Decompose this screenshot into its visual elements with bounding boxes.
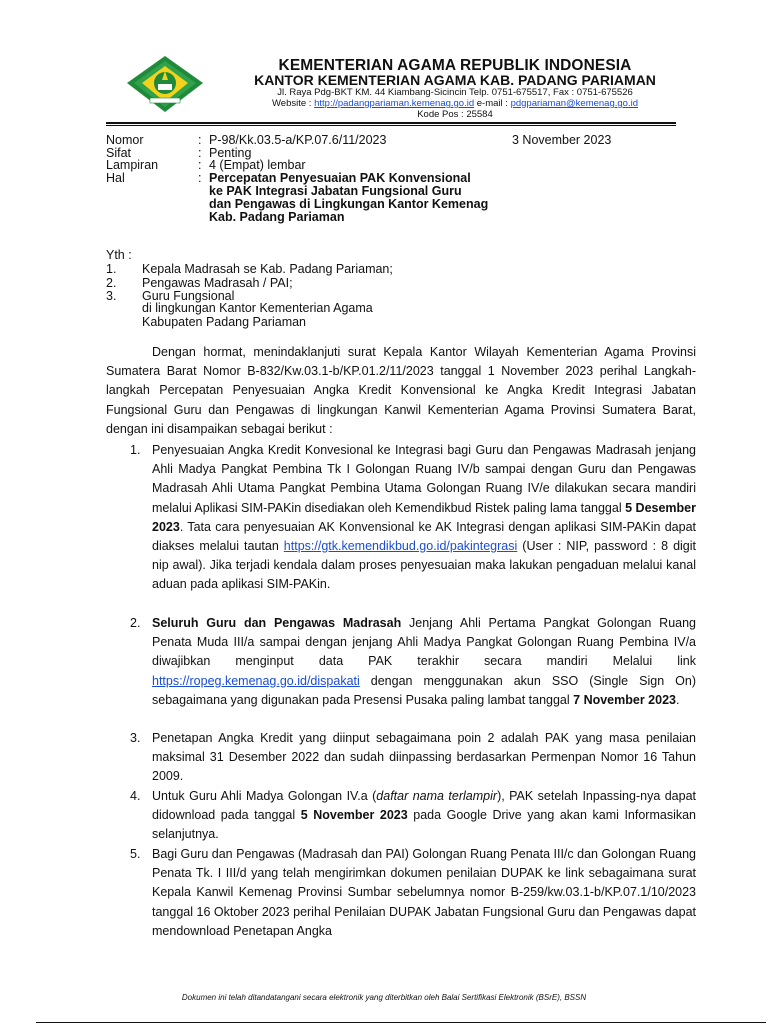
list-number: 2. xyxy=(130,616,141,630)
list-number: 1. xyxy=(130,443,141,457)
letter-date: 3 November 2023 xyxy=(512,133,612,147)
website-label: Website : xyxy=(272,98,315,109)
addressee-text: Pengawas Madrasah / PAI; xyxy=(142,276,293,290)
yth-label: Yth : xyxy=(106,248,132,262)
deadline-date: 5 November 2023 xyxy=(300,808,408,823)
sifat-colon: : xyxy=(198,146,202,160)
list-number: 5. xyxy=(130,847,141,861)
sifat-value: Penting xyxy=(209,146,252,160)
item-text: Untuk Guru Ahli Madya Golongan IV.a ( xyxy=(152,789,377,803)
item-bold-text: Seluruh Guru dan Pengawas Madrasah xyxy=(152,616,402,630)
addressee-num: 2. xyxy=(106,276,117,290)
email-label: e-mail : xyxy=(474,98,511,109)
lampiran-value: 4 (Empat) lembar xyxy=(209,158,306,172)
office-title: KANTOR KEMENTERIAN AGAMA KAB. PADANG PARIAMAN xyxy=(254,72,656,88)
hal-line: dan Pengawas di Lingkungan Kantor Kemenag xyxy=(209,197,489,211)
addressee-num: 3. xyxy=(106,289,117,303)
deadline-date: 7 November 2023 xyxy=(573,692,676,707)
kemenag-logo xyxy=(124,54,206,114)
nomor-colon: : xyxy=(198,133,202,147)
addressee-text: Kabupaten Padang Pariaman xyxy=(142,315,307,329)
nomor-value: P-98/Kk.03.5-a/KP.07.6/11/2023 xyxy=(209,133,387,147)
ministry-title: KEMENTERIAN AGAMA REPUBLIK INDONESIA xyxy=(278,57,632,74)
lampiran-label: Lampiran xyxy=(106,158,159,172)
dispakati-link[interactable]: https://ropeg.kemenag.go.id/dispakati xyxy=(152,673,360,688)
item-text: Jenjang Ahli Pertama Pangkat Golongan Ruang Penata Muda III/a sampai dengan jenjang Ahli Madya Pangkat Golongan Ruang Pembina IV/a diwajibkan menginput data PAK terakhir secara mandiri Melalui link xyxy=(152,616,696,669)
item-italic-text: daftar nama terlampir xyxy=(376,789,498,803)
list-item-1 xyxy=(152,441,696,595)
office-contact xyxy=(200,98,710,109)
item-text: ), PAK setelah Inpassing-nya dapat didownload pada tanggal xyxy=(152,789,696,823)
email-link[interactable]: pdgpariaman@kemenag.go.id xyxy=(510,98,638,109)
addressee-text: Guru Fungsional xyxy=(142,289,235,303)
deadline-date: 5 Desember 2023 xyxy=(152,500,696,534)
office-address: Jl. Raya Pdg-BKT KM. 44 Kiambang-Sicincin Telp. 0751-675517, Fax : 0751-675526 xyxy=(277,87,633,98)
addressee-num: 1. xyxy=(106,262,117,276)
nomor-label: Nomor xyxy=(106,133,144,147)
addressee-text: Kepala Madrasah se Kab. Padang Pariaman; xyxy=(142,262,393,276)
list-item-5: Bagi Guru dan Pengawas (Madrasah dan PAI) Golongan Ruang Penata III/c dan Golongan Ruang Penata Tk. I III/d yang telah mengirimkan dokumen penilaian DUPAK ke link sebagaimana surat Kepala Kanwil Kemenag Provinsi Sumbar sebelumnya nomor B-259/kw.03.1-b/KP.07.1/10/2023 tanggal 16 Oktober 2023 perihal Penilaian DUPAK Jabatan Fungsional Guru dan Pengawas dapat mendownload Penetapan Angka xyxy=(152,847,696,938)
sifat-label: Sifat xyxy=(106,146,132,160)
website-link[interactable]: http://padangpariaman.kemenag.go.id xyxy=(314,98,475,109)
item-text: . Tata cara penyesuaian AK Konvensional ke AK Integrasi dengan aplikasi SIM-PAKin dapat diakses melalui tautan xyxy=(152,519,696,554)
list-item-2 xyxy=(152,614,696,710)
footer-rule xyxy=(36,1022,766,1023)
header-rule-thin xyxy=(106,125,676,126)
hal-colon: : xyxy=(198,171,202,185)
item-text: dengan menggunakan akun SSO (Single Sign On) sebagaimana yang digunakan pada Presensi Pusaka paling lambat tanggal xyxy=(152,673,696,707)
list-number: 3. xyxy=(130,731,141,745)
item-text: (User : NIP, password : 8 digit nip awal). Jika terjadi kendala dalam proses penyesuaian maka lakukan pengaduan melalui kanal aduan pada aplikasi SIM-PAKin. xyxy=(152,539,696,592)
hal-line: ke PAK Integrasi Jabatan Fungsional Guru xyxy=(209,184,462,198)
esign-footer: Dokumen ini telah ditandatangani secara elektronik yang diterbitkan oleh Balai Sertifikasi Elektronik (BSrE), BSSN xyxy=(181,993,587,1002)
hal-label: Hal xyxy=(106,171,125,185)
addressee-text: di lingkungan Kantor Kementerian Agama xyxy=(142,301,373,315)
hal-line: Kab. Padang Pariaman xyxy=(209,210,345,224)
intro-paragraph: Dengan hormat, menindaklanjuti surat Kepala Kantor Wilayah Kementerian Agama Provinsi Sumatera Barat Nomor B-832/Kw.03.1-b/KP.01.2/11/2023 tanggal 1 November 2023 perihal Langkah-langkah Percepatan Penyesuaian Angka Kredit Konvensional ke Angka Kredit Integrasi Jabatan Fungsional Guru dan Pengawas di lingkungan Kanwil Kementerian Agama Provinsi Sumatera Barat, dengan ini disampaikan sebagai berikut : xyxy=(106,345,696,436)
list-item-3: Penetapan Angka Kredit yang diinput sebagaimana poin 2 adalah PAK yang masa penilaian maksimal 31 Desember 2022 dan sudah diinpassing berdasarkan Permenpan Nomor 16 Tahun 2009. xyxy=(152,731,696,784)
list-number: 4. xyxy=(130,789,141,803)
item-text: . xyxy=(675,692,680,707)
hal-line: Percepatan Penyesuaian PAK Konvensional xyxy=(209,171,471,185)
header-rule-thick xyxy=(106,122,676,124)
lampiran-colon: : xyxy=(198,158,202,172)
postcode: Kode Pos : 25584 xyxy=(417,109,493,120)
item-text: Penyesuaian Angka Kredit Konvesional ke Integrasi bagi Guru dan Pengawas Madrasah jenjang Ahli Madya Pangkat Pembina Tk I Golongan Ruang IV/b sampai dengan Guru dan Pengawas Madrasah Ahli Utama Pangkat Pembina Utama Golongan Ruang IV/e dilakukan secara mandiri melalui Aplikasi SIM-PAKin disediakan oleh Kemendikbud Ristek paling lama tanggal xyxy=(152,443,696,515)
list-item-4 xyxy=(152,787,696,845)
pakintegrasi-link[interactable]: https://gtk.kemendikbud.go.id/pakintegrasi xyxy=(283,539,518,554)
item-text: pada Google Drive yang akan kami Informasikan selanjutnya. xyxy=(152,808,697,842)
